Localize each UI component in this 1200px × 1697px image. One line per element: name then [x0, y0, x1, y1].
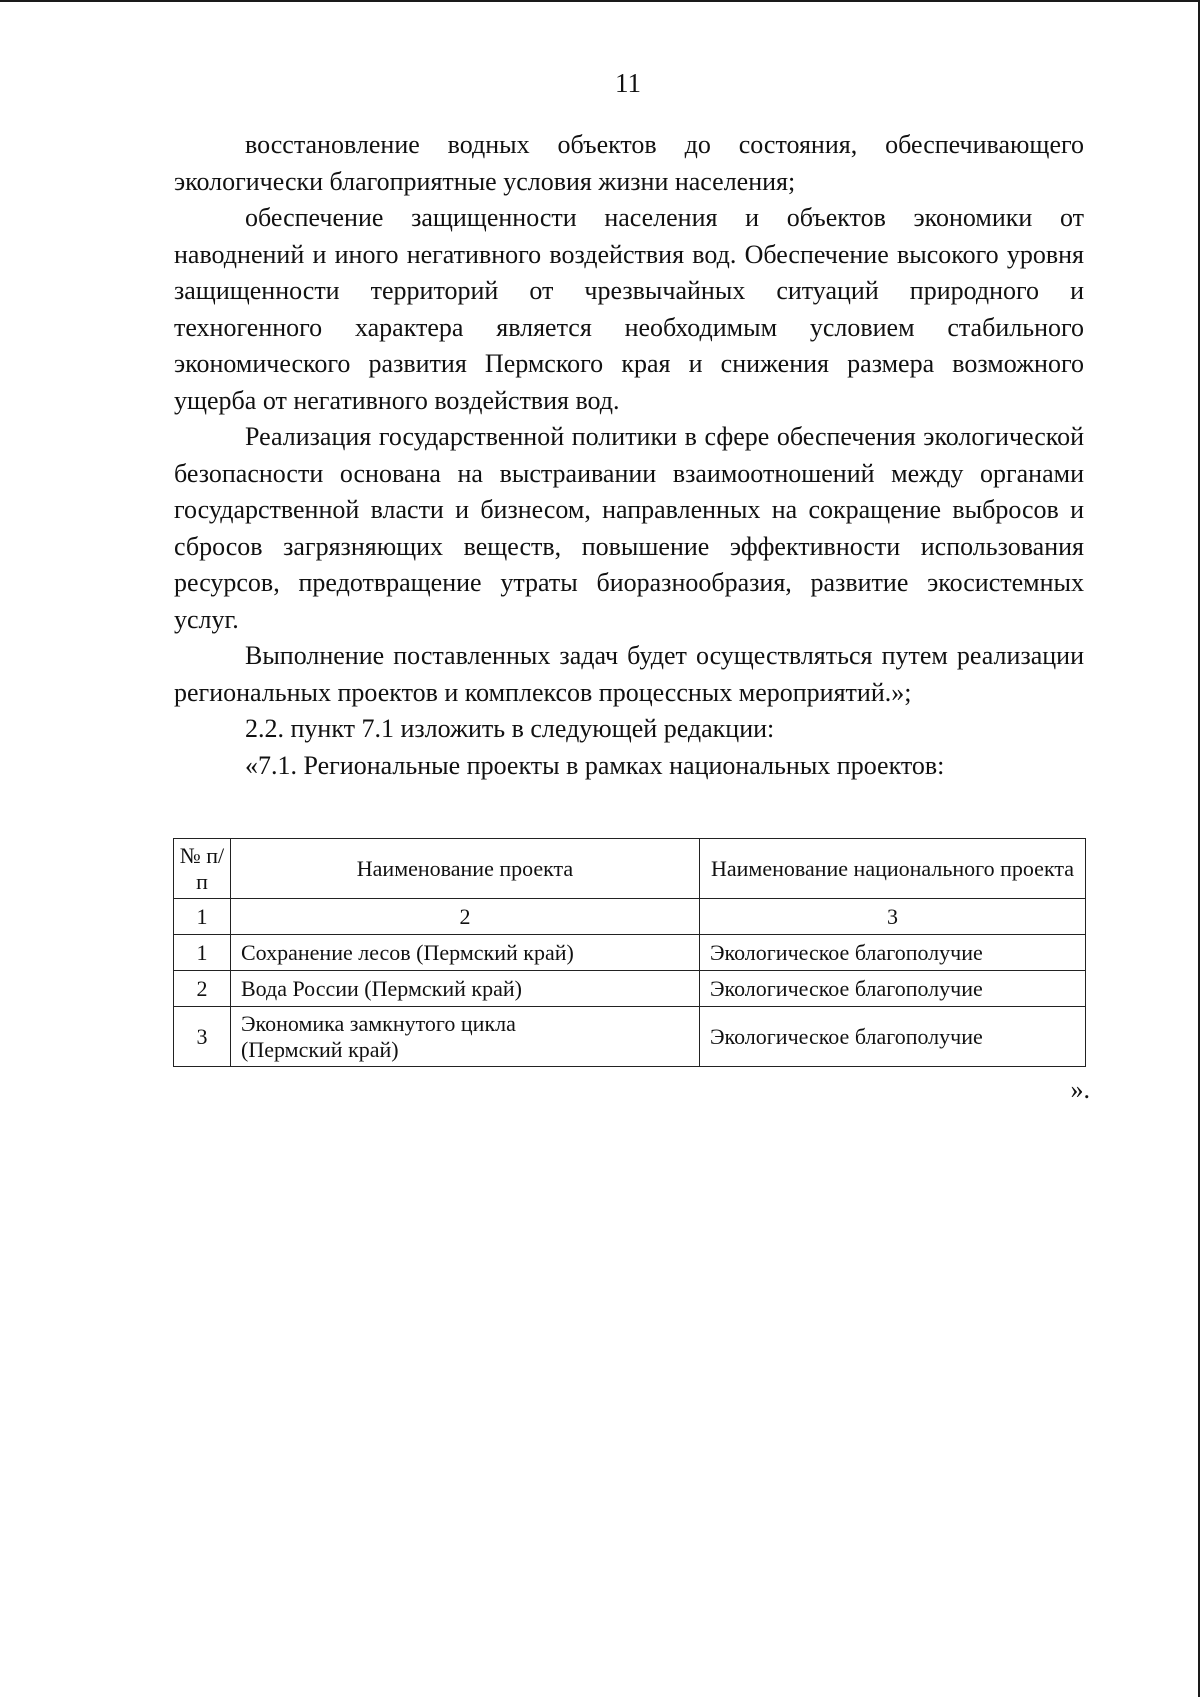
closing-quote-mark: ».	[1070, 1075, 1090, 1104]
index-cell: 1	[174, 899, 231, 935]
body-text	[174, 127, 1084, 784]
row-national-project: Экологическое благополучие	[700, 935, 1086, 971]
paragraph-amendment-2-2: 2.2. пункт 7.1 изложить в следующей редакции:	[245, 714, 775, 743]
table-header-row	[174, 839, 1086, 899]
paragraph-state-policy: Реализация государственной политики в сфере обеспечения экологической безопасности основана на выстраивании взаимоотношений между органами государственной власти и бизнесом, направленных на сокращение выбросов и сбросов загрязняющих веществ, повышение эффективности использования ресурсов, предотвращение утраты биоразнообразия, развитие экосистемных услуг.	[174, 422, 1084, 634]
row-national-project: Экологическое благополучие	[700, 971, 1086, 1007]
header-project-name: Наименование проекта	[231, 839, 700, 899]
header-number: № п/п	[174, 839, 231, 899]
paragraph-section-7-1: «7.1. Региональные проекты в рамках национальных проектов:	[245, 750, 945, 780]
table-row	[174, 935, 1086, 971]
table-row	[174, 971, 1086, 1007]
index-cell: 2	[231, 899, 700, 935]
table-row	[174, 1007, 1086, 1067]
table-index-row	[174, 899, 1086, 935]
row-project-name: Вода России (Пермский край)	[231, 971, 700, 1007]
row-number: 3	[174, 1007, 231, 1067]
header-national-project: Наименование национального проекта	[700, 839, 1086, 899]
page-number: 11	[615, 68, 641, 98]
row-number: 1	[174, 935, 231, 971]
regional-projects-table	[173, 838, 1086, 1067]
row-project-name: Экономика замкнутого цикла (Пермский край)	[231, 1007, 700, 1067]
row-number: 2	[174, 971, 231, 1007]
paragraph-water-restoration: восстановление водных объектов до состояния, обеспечивающего экологически благоприятные условия жизни населения;	[174, 130, 1084, 196]
row-project-name: Сохранение лесов (Пермский край)	[231, 935, 700, 971]
row-national-project: Экологическое благополучие	[700, 1007, 1086, 1067]
paragraph-flood-protection: обеспечение защищенности населения и объектов экономики от наводнений и иного негативного воздействия вод. Обеспечение высокого уровня защищенности территорий от чрезвычайных ситуаций природного и техногенного характера является необходимым условием стабильного экономического развития Пермского края и снижения размера возможного ущерба от негативного воздействия вод.	[174, 203, 1084, 415]
index-cell: 3	[700, 899, 1086, 935]
paragraph-task-execution: Выполнение поставленных задач будет осуществляться путем реализации региональных проектов и комплексов процессных мероприятий.»;	[174, 641, 1084, 707]
